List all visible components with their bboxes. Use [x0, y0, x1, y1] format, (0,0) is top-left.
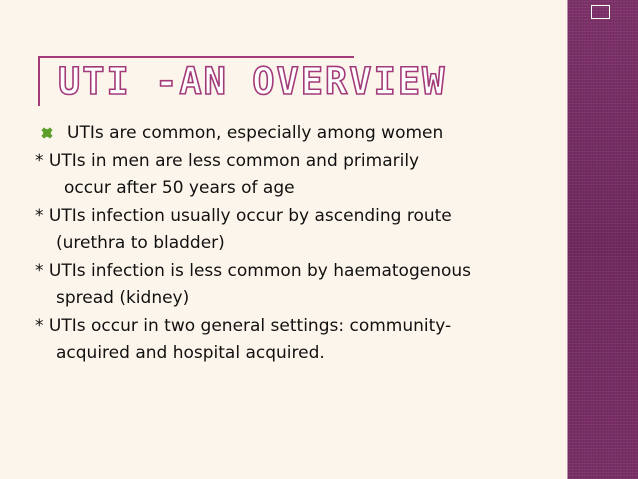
decorative-sidebar: [567, 0, 638, 479]
list-item: [33, 120, 558, 148]
list-item-continuation: (urethra to bladder): [56, 233, 225, 253]
slide-title: UTI -AN OVERVIEW: [58, 60, 447, 103]
list-item-continuation: spread (kidney): [56, 288, 190, 308]
slide-body: [33, 120, 558, 368]
list-item-text: UTIs are common, especially among women: [67, 123, 444, 143]
diamond-bullet-icon: [41, 127, 53, 139]
list-item: * UTIs occur in two general settings: community-: [35, 315, 452, 336]
list-item: * UTIs in men are less common and primarily: [35, 150, 420, 171]
title-block: [38, 56, 447, 108]
list-item-continuation: occur after 50 years of age: [64, 178, 295, 198]
list-item: * UTIs infection usually occur by ascending route: [35, 205, 452, 226]
corner-square-icon: [591, 5, 610, 19]
list-item: * UTIs infection is less common by haematogenous: [35, 260, 471, 281]
list-item-continuation: acquired and hospital acquired.: [56, 343, 325, 363]
